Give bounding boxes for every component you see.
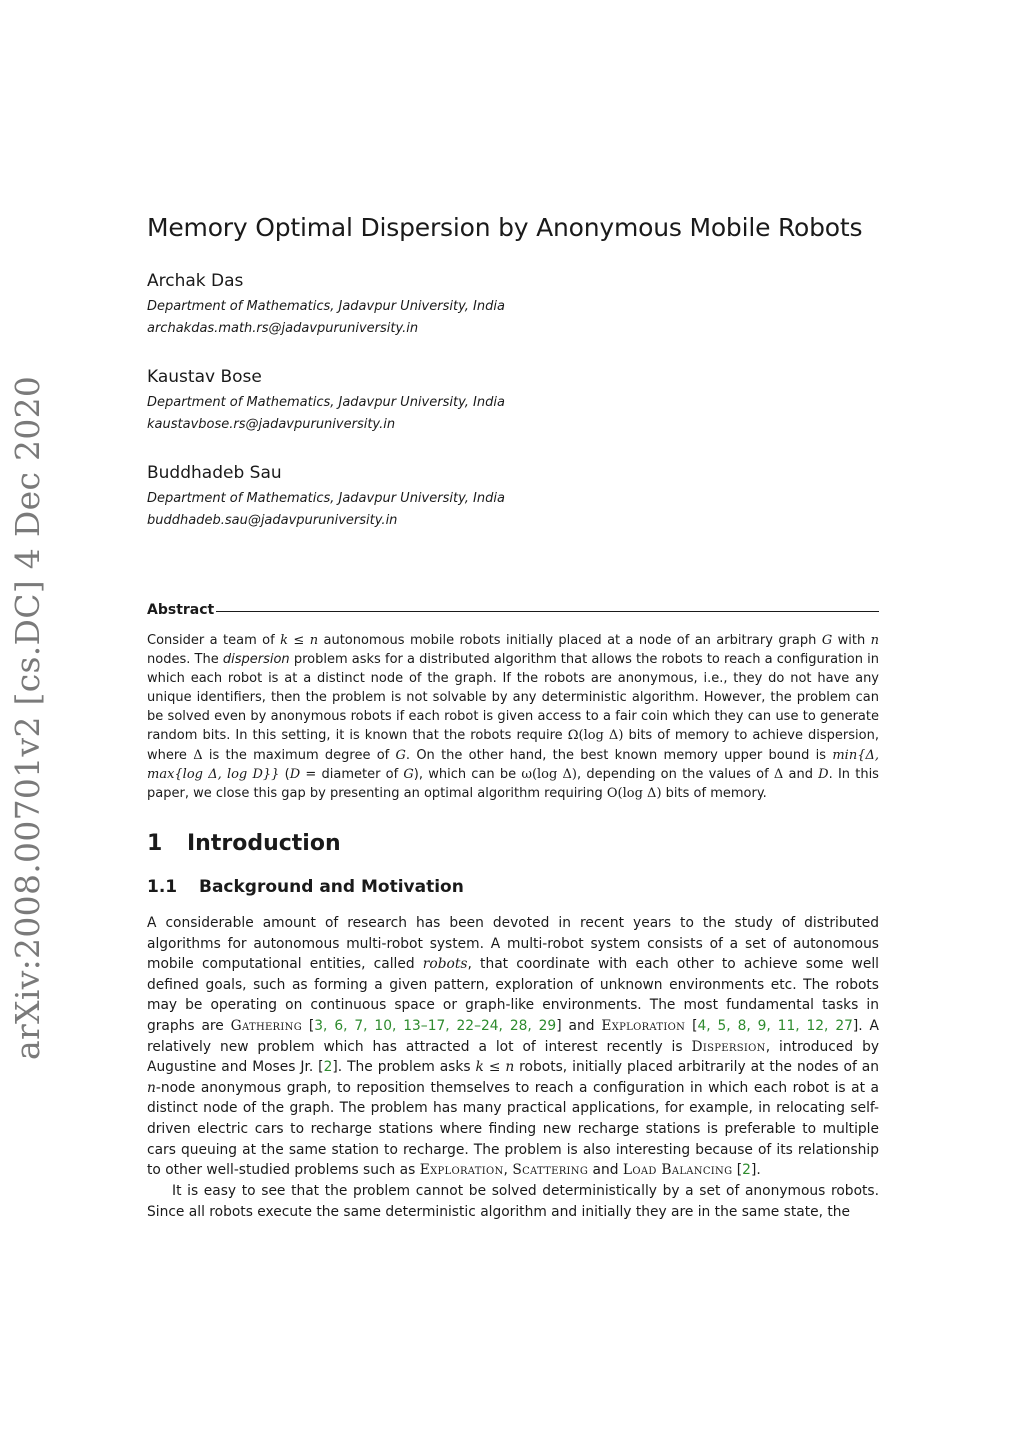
problem-name: Gathering <box>230 1017 302 1034</box>
math-inline: k ≤ n <box>475 1059 515 1076</box>
math-inline: min{Δ, max{log Δ, log D}} <box>147 747 879 782</box>
problem-name: Scattering <box>512 1162 589 1179</box>
math-inline: Δ <box>193 747 203 763</box>
math-inline: G <box>395 747 406 763</box>
math-inline: ω(log Δ) <box>521 766 577 782</box>
text-run: ), which can be <box>413 766 522 782</box>
section-heading-introduction <box>147 831 341 856</box>
citation-link[interactable]: 4, 5, 8, 9, 11, 12, 27 <box>697 1017 853 1034</box>
text-run: . In this paper, we close this gap by presenting an optimal algorithm requiring <box>147 766 879 801</box>
math-inline: n <box>870 633 879 648</box>
math-inline: D <box>289 766 301 782</box>
text-run: . On the other hand, the best known memory upper bound is <box>405 747 833 763</box>
text-run: [ <box>301 1017 315 1034</box>
author-email[interactable]: kaustavbose.rs@jadavpuruniversity.in <box>147 417 396 432</box>
text-run: autonomous mobile robots initially placed at a node of an arbitrary graph <box>318 633 822 648</box>
math-inline: Ω(log Δ) <box>567 728 624 744</box>
section-number: 1 <box>147 831 163 856</box>
text-run: problem asks for a distributed algorithm that allows the robots to reach a configuration in which each robot is at a distinct node of the graph. If the robots are anonymous, i.e., they do not have any unique identifiers, then the problem is not solvable by any deterministic algorithm. However, the problem can be solved even by anonymous robots if each robot is given access to a fair coin which they can use to generate random bits. In this setting, it is known that the robots require <box>147 652 879 744</box>
text-run: ] and <box>556 1017 602 1034</box>
author-affiliation: Department of Mathematics, Jadavpur University, India <box>147 299 505 314</box>
math-inline: G <box>821 633 833 648</box>
author-email[interactable]: buddhadeb.sau@jadavpuruniversity.in <box>147 513 398 528</box>
abstract-heading: Abstract <box>147 602 215 618</box>
text-run: and <box>588 1162 623 1179</box>
text-run: bits of memory. <box>661 785 767 801</box>
text-run: [ <box>732 1162 743 1179</box>
author-name: Buddhadeb Sau <box>147 463 282 483</box>
math-inline: k ≤ n <box>280 633 319 648</box>
text-run: ]. <box>750 1162 761 1179</box>
body-paragraph-2: It is easy to see that the problem cannot be solved deterministically by a set of anonymous robots. Since all robots execute the same deterministic algorithm and initially they are in the same state, the <box>147 1183 879 1220</box>
text-run: is the maximum degree of <box>202 747 396 763</box>
subsection-number: 1.1 <box>147 877 178 897</box>
subsection-title: Background and Motivation <box>199 877 464 897</box>
author-name: Archak Das <box>147 271 244 291</box>
text-run: with <box>832 633 871 648</box>
text-run: = diameter of <box>300 766 404 782</box>
text-run: , that coordinate with each other to achieve some well defined goals, such as forming a given pattern, exploration of unknown environments etc. The robots may be operating on continuous space or graph-like environments. The most fundamental tasks in graphs are <box>147 956 879 1034</box>
math-inline: O(log Δ) <box>606 785 662 801</box>
text-run: , introduced by Augustine and Moses Jr. [ <box>147 1038 879 1076</box>
subsection-heading-background <box>147 877 464 897</box>
text-run: ]. The problem asks <box>332 1059 476 1076</box>
text-run: [ <box>685 1017 698 1034</box>
text-run: robots, initially placed arbitrarily at the nodes of an <box>514 1059 879 1076</box>
text-run: nodes. The <box>147 652 223 668</box>
author-block-1 <box>147 271 847 336</box>
abstract-heading-row <box>147 602 879 618</box>
text-run: A considerable amount of research has been devoted in recent years to the study of distributed algorithms for autonomous multi-robot system. A multi-robot system consists of a set of autonomous mobile computational entities, called <box>147 915 879 973</box>
abstract-rule <box>216 611 879 612</box>
text-run: and <box>783 766 819 782</box>
author-block-2 <box>147 367 847 432</box>
text-run: -node anonymous graph, to reposition themselves to reach a configuration in which each robot is at a distinct node of the graph. The problem has many practical applications, for example, in relocating self-driven electric cars to recharge stations where finding new recharge stations is preferable to multiple cars queuing at the same station to recharge. The problem is also interesting because of its relationship to other well-studied problems such as <box>147 1079 879 1179</box>
math-inline: Δ <box>773 766 784 782</box>
math-inline: n <box>147 1079 156 1096</box>
problem-name: Exploration <box>419 1162 504 1179</box>
problem-name: Load Balancing <box>622 1162 733 1179</box>
abstract-text <box>147 631 879 803</box>
section-title: Introduction <box>187 831 341 856</box>
citation-link[interactable]: 3, 6, 7, 10, 13–17, 22–24, 28, 29 <box>314 1017 557 1034</box>
arxiv-identifier: arXiv:2008.00701v2 [cs.DC] 4 Dec 2020 <box>8 375 47 1060</box>
author-email[interactable]: archakdas.math.rs@jadavpuruniversity.in <box>147 321 419 336</box>
text-run: Consider a team of <box>147 633 281 648</box>
problem-name: Dispersion <box>691 1038 766 1055</box>
problem-name: Exploration <box>601 1017 686 1034</box>
math-inline: robots <box>422 956 468 973</box>
author-affiliation: Department of Mathematics, Jadavpur University, India <box>147 395 505 410</box>
text-run: ( <box>279 766 290 782</box>
text-run: , <box>503 1162 513 1179</box>
citation-link[interactable]: 2 <box>323 1059 333 1076</box>
emphasis: dispersion <box>222 652 290 668</box>
text-run: , depending on the values of <box>577 766 774 782</box>
math-inline: G <box>403 766 414 782</box>
author-name: Kaustav Bose <box>147 367 262 387</box>
text-run: bits of memory to achieve dispersion, where <box>147 728 879 763</box>
text-run: ]. A relatively new problem which has attracted a lot of interest recently is <box>147 1017 879 1055</box>
author-affiliation: Department of Mathematics, Jadavpur University, India <box>147 491 505 506</box>
math-inline: D <box>818 766 829 782</box>
body-paragraph-1 <box>147 913 879 1181</box>
author-block-3 <box>147 463 847 528</box>
citation-link[interactable]: 2 <box>742 1162 751 1179</box>
paper-title: Memory Optimal Dispersion by Anonymous Mobile Robots <box>147 213 863 242</box>
